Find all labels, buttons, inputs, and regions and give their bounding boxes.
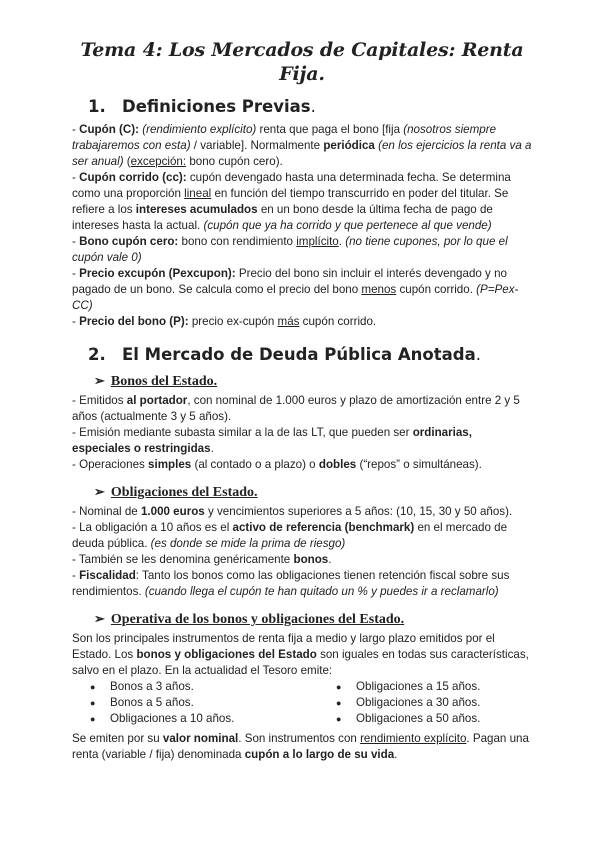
operativa-intro: Son los principales instrumentos de renta fija a medio y largo plazo emitidos por el Estado. Los bonos y obligaciones del Estado son iguales en todas sus características, salvo en el plazo. En la actualidad el Tesoro emite: (72, 632, 529, 677)
list-item: ● Bonos a 3 años. (72, 679, 318, 695)
section-2-heading: 2. El Mercado de Deuda Pública Anotada. (88, 345, 481, 364)
list-item: ● Obligaciones a 15 años. (318, 679, 480, 695)
arrow-bullet-icon: ➢ (94, 611, 105, 626)
operativa-outro: Se emiten por su valor nominal. Son instrumentos con rendimiento explícito. Pagan una renta (variable / fija) denominada cupón a lo largo de su vida. (72, 732, 529, 761)
obligaciones-line-3: - También se les denomina genéricamente bonos. (72, 553, 332, 566)
list-item: ● Obligaciones a 50 años. (318, 711, 480, 727)
subheading-bonos: ➢ Bonos del Estado. (94, 373, 218, 389)
arrow-bullet-icon: ➢ (94, 484, 105, 499)
section-number: 2. (88, 345, 106, 364)
obligaciones-line-1: - Nominal de 1.000 euros y vencimientos superiores a 5 años: (10, 15, 30 y 50 años). (72, 505, 513, 518)
section-1-heading: 1. Definiciones Previas. (88, 97, 316, 116)
section-number: 1. (88, 97, 106, 116)
document-page (72, 0, 532, 763)
emisiones-list-left (72, 679, 318, 727)
definition-bono-cupon-cero: - Bono cupón cero: bono con rendimiento implícito. (no tiene cupones, por lo que el cupón vale 0) (72, 235, 508, 264)
section-title: El Mercado de Deuda Pública Anotada (122, 345, 476, 364)
bonos-line-2: - Emisión mediante subasta similar a la de las LT, que pueden ser ordinarias, especiales o restringidas. (72, 426, 472, 455)
list-item: ● Obligaciones a 10 años. (72, 711, 318, 727)
definition-cupon: - Cupón (C): (rendimiento explícito) renta que paga el bono [fija (nosotros siempre trabajaremos con esta) / variable]. Normalmente periódica (en los ejercicios la renta va a ser anual) (excepción: bono cupón cero). (72, 123, 532, 168)
emisiones-list-right (318, 679, 480, 727)
obligaciones-line-2: - La obligación a 10 años es el activo de referencia (benchmark) en el mercado de deuda pública. (es donde se mide la prima de riesgo) (72, 521, 508, 550)
subheading-obligaciones: ➢ Obligaciones del Estado. (94, 484, 258, 500)
section-title: Definiciones Previas (122, 97, 311, 116)
subheading-operativa: ➢ Operativa de los bonos y obligaciones del Estado. (94, 611, 405, 627)
emisiones-list (72, 679, 532, 727)
obligaciones-line-4: - Fiscalidad: Tanto los bonos como las obligaciones tienen retención fiscal sobre sus rendimientos. (cuando llega el cupón te han quitado un % y puedes ir a reclamarlo) (72, 569, 510, 598)
bonos-line-3: - Operaciones simples (al contado o a plazo) o dobles (“repos” o simultáneas). (72, 458, 482, 471)
definition-cupon-corrido: - Cupón corrido (cc): cupón devengado hasta una determinada fecha. Se determina como una proporción lineal en función del tiempo transcurrido en poder del titular. Se refiere a los intereses acumulados en un bono desde la última fecha de pago de intereses hasta la actual. (cupón que ya ha corrido y que pertenece al que vende) (72, 171, 511, 232)
document-title: Tema 4: Los Mercados de Capitales: Renta Fija. (80, 39, 524, 85)
list-item: ● Bonos a 5 años. (72, 695, 318, 711)
arrow-bullet-icon: ➢ (94, 373, 105, 388)
list-item: ● Obligaciones a 30 años. (318, 695, 480, 711)
definition-precio-excupon: - Precio excupón (Pexcupon): Precio del bono sin incluir el interés devengado y no pagado de un bono. Se calcula como el precio del bono menos cupón corrido. (P=Pex-CC) (72, 267, 519, 312)
definition-precio-bono: - Precio del bono (P): precio ex-cupón más cupón corrido. (72, 315, 377, 328)
bonos-line-1: - Emitidos al portador, con nominal de 1.000 euros y plazo de amortización entre 2 y 5 años (actualmente 3 y 5 años). (72, 394, 520, 423)
